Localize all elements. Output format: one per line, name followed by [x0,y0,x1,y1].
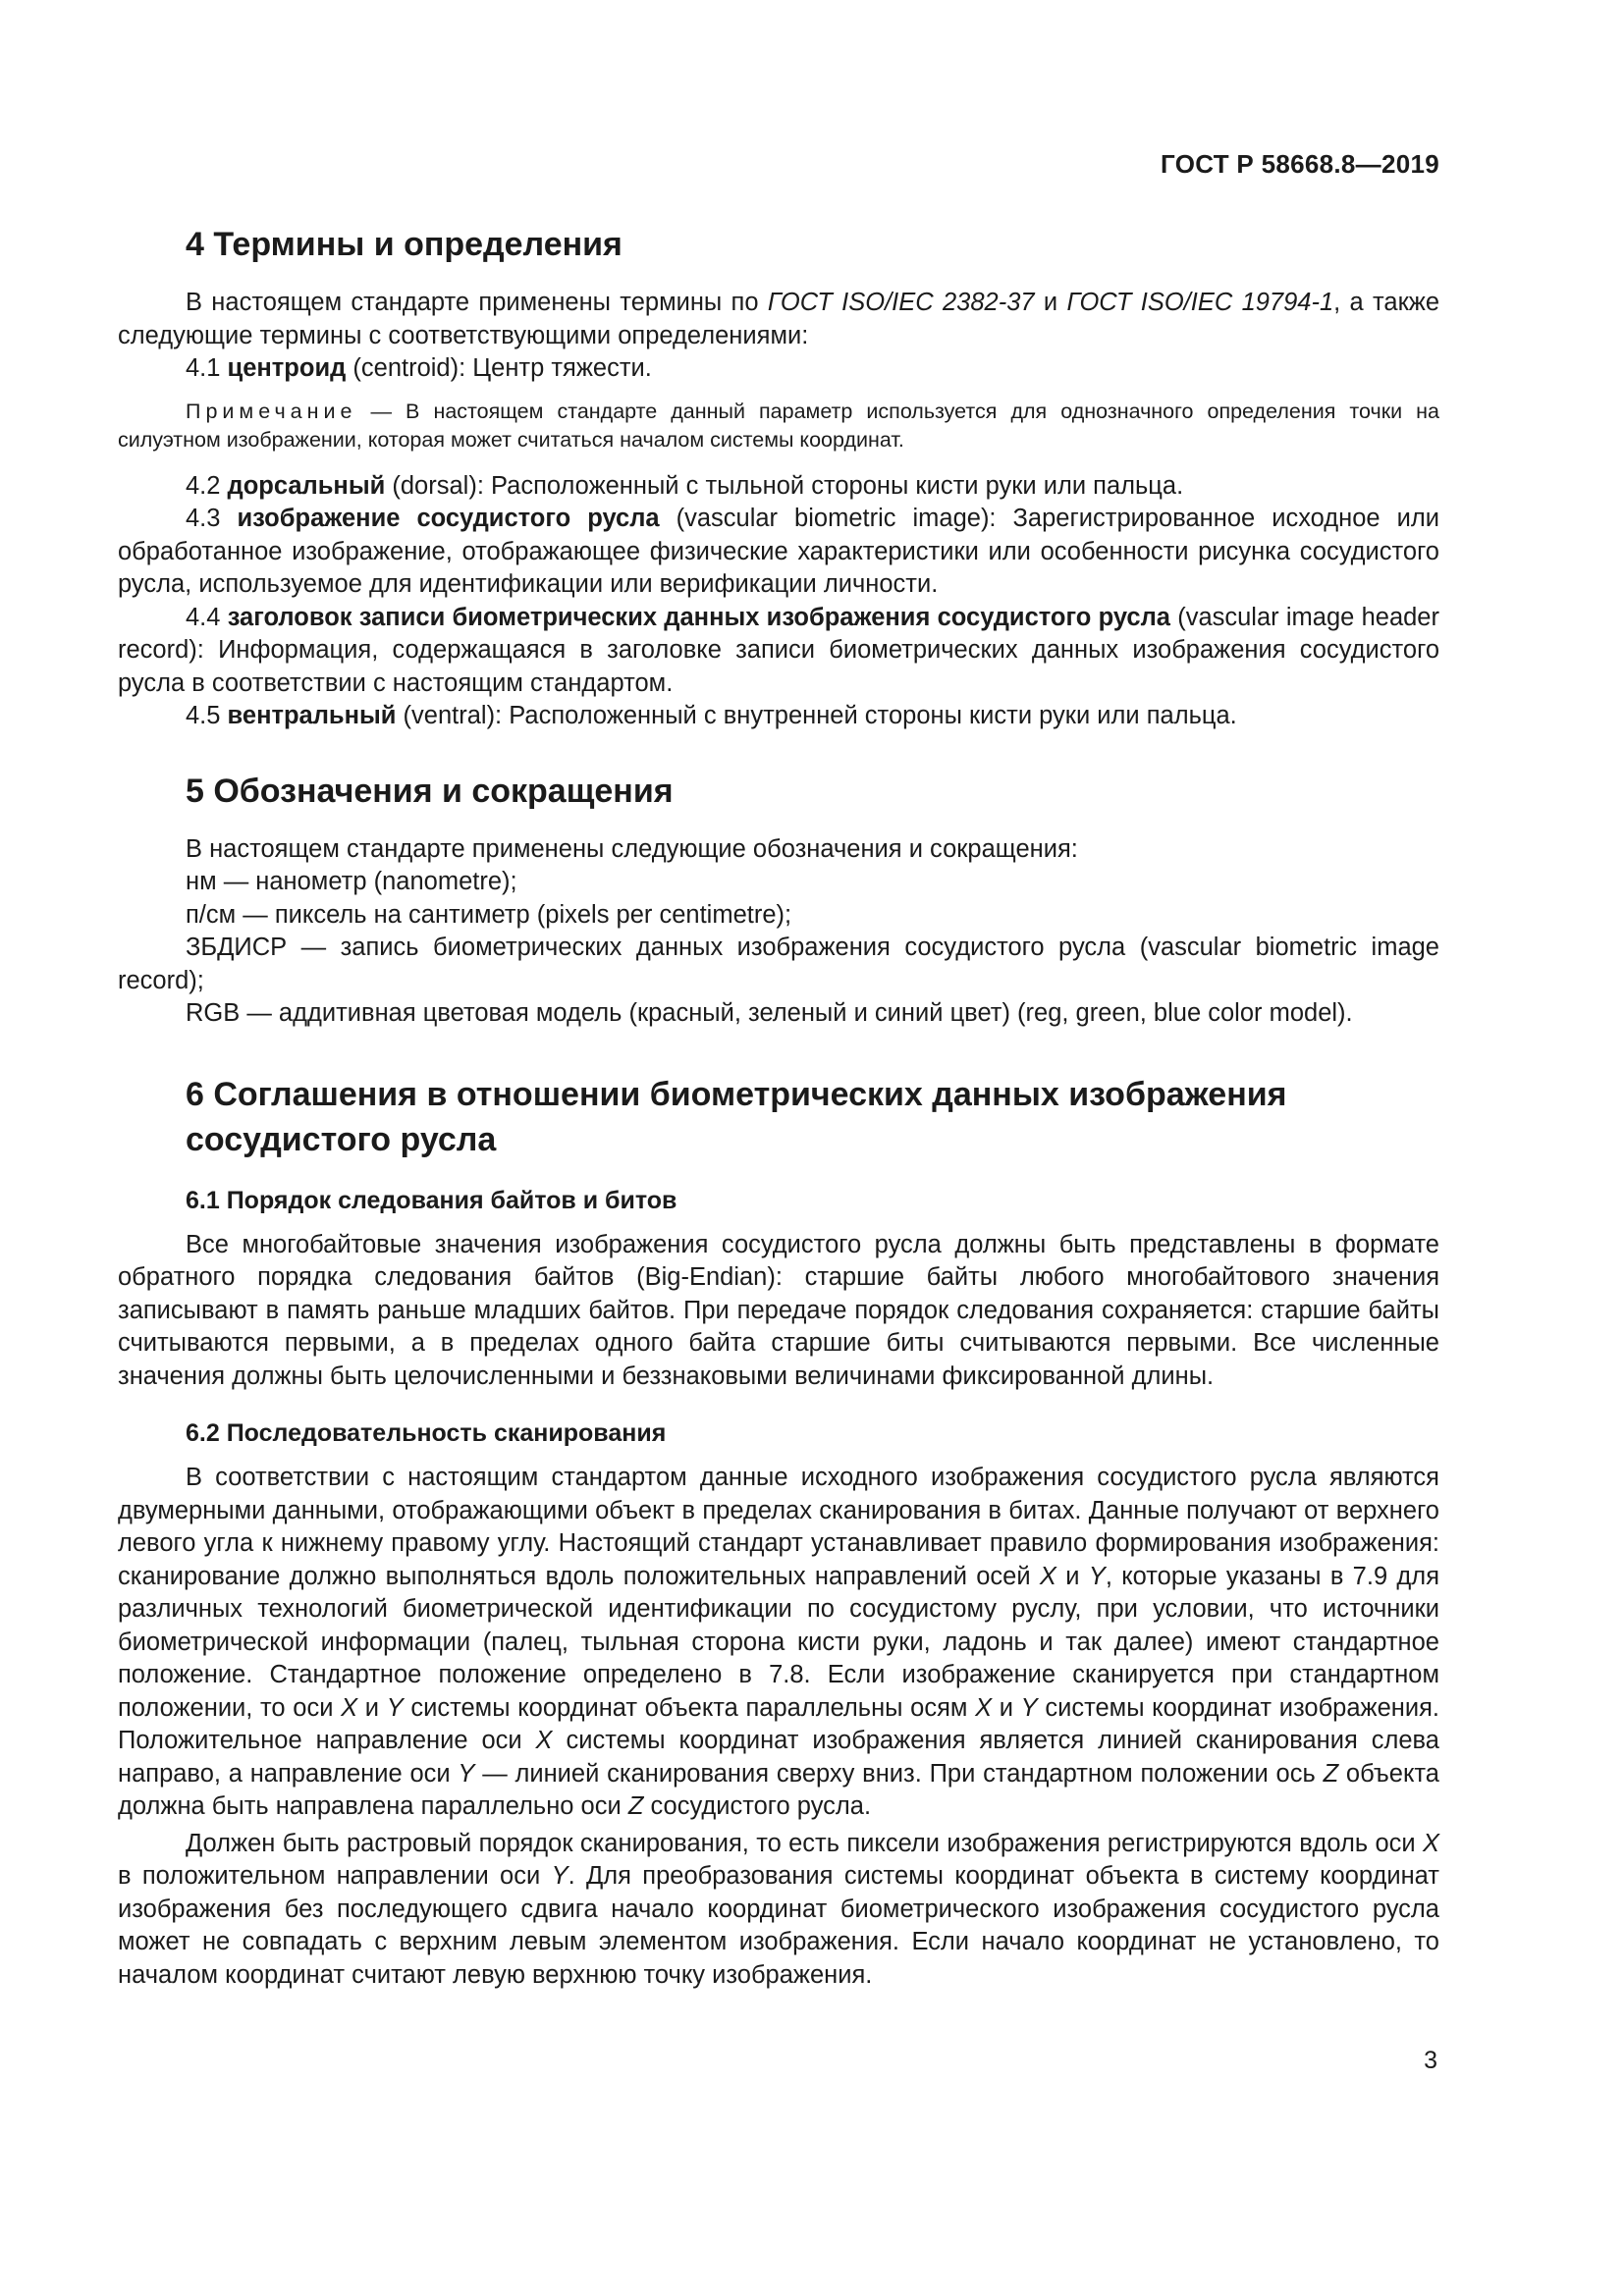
note-label: Примечание [186,399,357,423]
standard-reference: ГОСТ ISO/IEC 2382-37 [767,289,1035,316]
term-4-3: 4.3 изображение сосудистого русла (vascular biometric image): Зарегистрированное исходное или обработанное изображение, отображающее физические характеристики или особенности рисунка сосудистого русла, используемое для идентификации или верификации личности. [118,505,1439,598]
section-6-title: 6 Соглашения в отношении биометрических данных изображения сосудистого русла [186,1075,1287,1158]
section-5-intro: В настоящем стандарте применены следующие обозначения и сокращения: [186,834,1078,863]
subsection-6-1-text: Все многобайтовые значения изображения сосудистого русла должны быть представлены в формате обратного порядка следования байтов (Big-Endian): старшие байты любого многобайтового значения записывают в память раньше младших байтов. При передаче порядок следования сохраняется: старшие байты считываются первыми, а в пределах одного байта старшие биты считываются первыми. Все численные значения должны быть целочисленными и беззнаковыми величинами фиксированной длины. [118,1230,1439,1390]
term-name: центроид [227,354,347,382]
abbreviation-item: нм — нанометр (nanometre); [186,868,517,895]
term-4-5: 4.5 вентральный (ventral): Расположенный с внутренней стороны кисти руки или пальца. [186,702,1237,729]
note: Примечание — В настоящем стандарте данный параметр используется для однозначного определения точки на силуэтном изображении, которая может считаться началом системы координат. [118,399,1439,452]
document-id: ГОСТ Р 58668.8—2019 [1161,149,1439,179]
abbreviation-item: ЗБДИСР — запись биометрических данных изображения сосудистого русла (vascular biometric image record); [118,934,1439,994]
term-4-1: 4.1 центроид (centroid): Центр тяжести. [186,354,652,382]
section-4-title: 4 Термины и определения [186,226,623,263]
subsection-6-2-paragraph-1: В соответствии с настоящим стандартом данные исходного изображения сосудистого русла являются двумерными данными, отображающими объект в пределах сканирования в битах. Данные получают от верхнего левого угла к нижнему правому углу. Настоящий стандарт устанавливает правило формирования изображения: сканирование должно выполняться вдоль положительных направлений осей X и Y, которые указаны в 7.9 для различных технологий биометрической идентификации по сосудистому руслу, при условии, что источники биометрической информации (палец, тыльная сторона кисти руки, ладонь и так далее) имеют стандартное положение. Стандартное положение определено в 7.8. Если изображение сканируется при стандартном положении, то оси X и Y системы координат объекта параллельны осям X и Y системы координат изображения. Положительное направление оси X системы координат изображения является линией сканирования слева направо, а направление оси Y — линией сканирования сверху вниз. При стандартном положении ось Z объекта должна быть направлена параллельно оси Z сосудистого русла. [118,1464,1439,1820]
section-5-title: 5 Обозначения и сокращения [186,772,674,810]
term-4-4: 4.4 заголовок записи биометрических данных изображения сосудистого русла (vascular image header record): Информация, содержащаяся в заголовке записи биометрических данных изображения сосудистого русла в соответствии с настоящим стандартом. [118,603,1439,697]
abbreviation-item: п/см — пиксель на сантиметр (pixels per centimetre); [186,900,792,929]
term-4-2: 4.2 дорсальный (dorsal): Расположенный с тыльной стороны кисти руки или пальца. [186,471,1184,500]
term-name: изображение сосудистого русла [237,505,660,532]
section-4-intro: В настоящем стандарте применены термины по ГОСТ ISO/IEC 2382-37 и ГОСТ ISO/IEC 19794-1, а также следующие термины с соответствующими определениями: [118,289,1439,349]
subsection-6-1-title: 6.1 Порядок следования байтов и битов [186,1186,677,1214]
page-body [118,0,1439,1992]
subsection-6-2-paragraph-2: Должен быть растровый порядок сканирования, то есть пиксели изображения регистрируются вдоль оси X в положительном направлении оси Y. Для преобразования системы координат объекта в систему координат изображения без последующего сдвига начало координат биометрического изображения сосудистого русла может не совпадать с верхним левым элементом изображения. Если начало координат не установлено, то началом координат считают левую верхнюю точку изображения. [118,1829,1439,1989]
subsection-6-2-title: 6.2 Последовательность сканирования [186,1419,667,1447]
standard-reference: ГОСТ ISO/IEC 19794-1 [1066,289,1334,316]
page-number: 3 [1424,2047,1437,2074]
term-name: вентральный [227,702,397,729]
term-name: дорсальный [227,471,386,500]
abbreviation-item: RGB — аддитивная цветовая модель (красный, зеленый и синий цвет) (reg, green, blue color model). [186,999,1353,1027]
term-name: заголовок записи биометрических данных изображения сосудистого русла [227,603,1170,631]
